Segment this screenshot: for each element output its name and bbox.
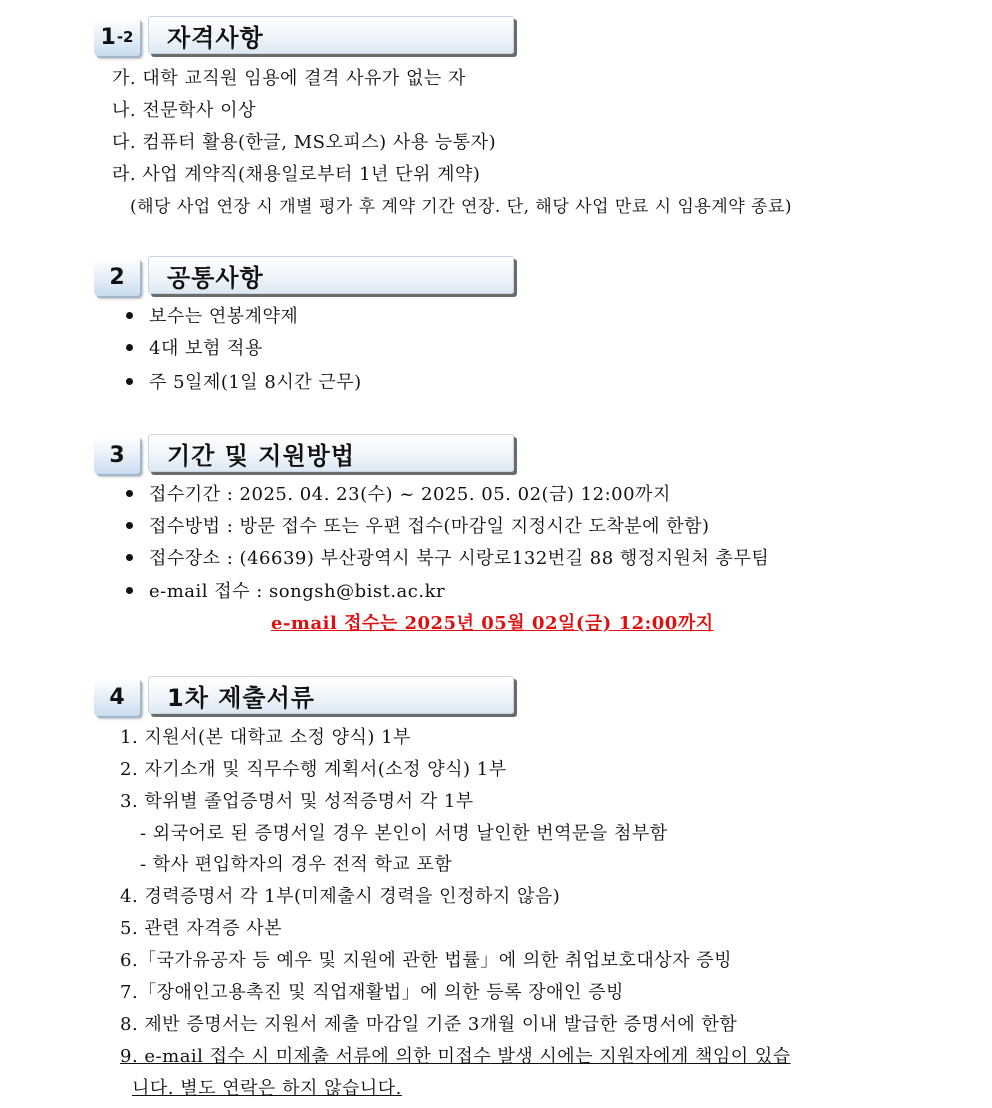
qualification-item-4: 라. 사업 계약직(채용일로부터 1년 단위 계약) [112, 164, 481, 185]
common-item-text: 주 5일제(1일 8시간 근무) [149, 372, 362, 393]
common-item-2 [126, 337, 263, 361]
document-item-2: 2. 자기소개 및 직무수행 계획서(소정 양식) 1부 [120, 759, 507, 780]
section-header-1 [94, 16, 524, 58]
document-item-4: 4. 경력증명서 각 1부(미제출시 경력을 인정하지 않음) [120, 886, 561, 907]
document-item-8: 8. 제반 증명서는 지원서 제출 마감일 기준 3개월 이내 발급한 증명서에 한함 [120, 1014, 738, 1035]
bullet-icon [126, 587, 133, 594]
method-text: 접수방법 : 방문 접수 또는 우편 접수(마감일 지정시간 도착분에 한함) [149, 516, 710, 537]
document-item-9: 9. e-mail 접수 시 미제출 서류에 의한 미접수 발생 시에는 지원자에게 책임이 있습 [120, 1046, 791, 1067]
qualification-item-1: 가. 대학 교직원 임용에 결격 사유가 없는 자 [112, 68, 466, 89]
document-subitem-1: - 외국어로 된 증명서일 경우 본인이 서명 날인한 번역문을 첨부함 [140, 823, 668, 844]
document-item-9-continued: 니다. 별도 연락은 하지 않습니다. [132, 1078, 402, 1099]
bullet-icon [126, 344, 133, 351]
period-item [126, 483, 671, 507]
section-number-suffix: -2 [116, 28, 134, 46]
section-title-1: 자격사항 [148, 16, 514, 54]
document-item-3: 3. 학위별 졸업증명서 및 성적증명서 각 1부 [120, 791, 474, 812]
section-number-text: 1 [100, 24, 116, 50]
bullet-icon [126, 554, 133, 561]
section-number-1 [94, 18, 140, 56]
bullet-icon [126, 522, 133, 529]
document-item-7: 7.「장애인고용촉진 및 직업재활법」에 의한 등록 장애인 증빙 [120, 982, 624, 1003]
email-text: e-mail 접수 : songsh@bist.ac.kr [149, 581, 446, 602]
document-item-5: 5. 관련 자격증 사본 [120, 918, 283, 939]
section-number-2: 2 [94, 258, 140, 296]
location-item [126, 547, 769, 571]
qualification-note: (해당 사업 연장 시 개별 평가 후 계약 기간 연장. 단, 해당 사업 만료 시 임용계약 종료) [130, 197, 793, 217]
section-header-2 [94, 256, 524, 298]
common-item-text: 보수는 연봉계약제 [149, 306, 299, 327]
period-text: 접수기간 : 2025. 04. 23(수) ~ 2025. 05. 02(금) 12:00까지 [149, 484, 671, 505]
bullet-icon [126, 490, 133, 497]
common-item-3 [126, 371, 362, 395]
qualification-item-3: 다. 컴퓨터 활용(한글, MS오피스) 사용 능통자) [112, 132, 497, 153]
bullet-icon [126, 312, 133, 319]
section-number-4: 4 [94, 678, 140, 716]
section-header-3 [94, 434, 524, 476]
section-title-2: 공통사항 [148, 256, 514, 294]
location-text: 접수장소 : (46639) 부산광역시 북구 시랑로132번길 88 행정지원처 총무팀 [149, 548, 770, 569]
section-title-3: 기간 및 지원방법 [148, 434, 514, 472]
qualification-item-2: 나. 전문학사 이상 [112, 100, 256, 121]
document-item-6: 6.「국가유공자 등 예우 및 지원에 관한 법률」에 의한 취업보호대상자 증빙 [120, 950, 733, 971]
document-subitem-2: - 학사 편입학자의 경우 전적 학교 포함 [140, 854, 453, 875]
method-item [126, 515, 710, 539]
section-title-4: 1차 제출서류 [148, 676, 514, 714]
section-header-4 [94, 676, 524, 718]
document-item-1: 1. 지원서(본 대학교 소정 양식) 1부 [120, 727, 411, 748]
email-item [126, 580, 445, 604]
email-deadline-notice: e-mail 접수는 2025년 05월 02일(금) 12:00까지 [271, 613, 714, 634]
bullet-icon [126, 378, 133, 385]
section-number-3: 3 [94, 436, 140, 474]
common-item-text: 4대 보험 적용 [149, 338, 263, 359]
common-item-1 [126, 305, 298, 329]
